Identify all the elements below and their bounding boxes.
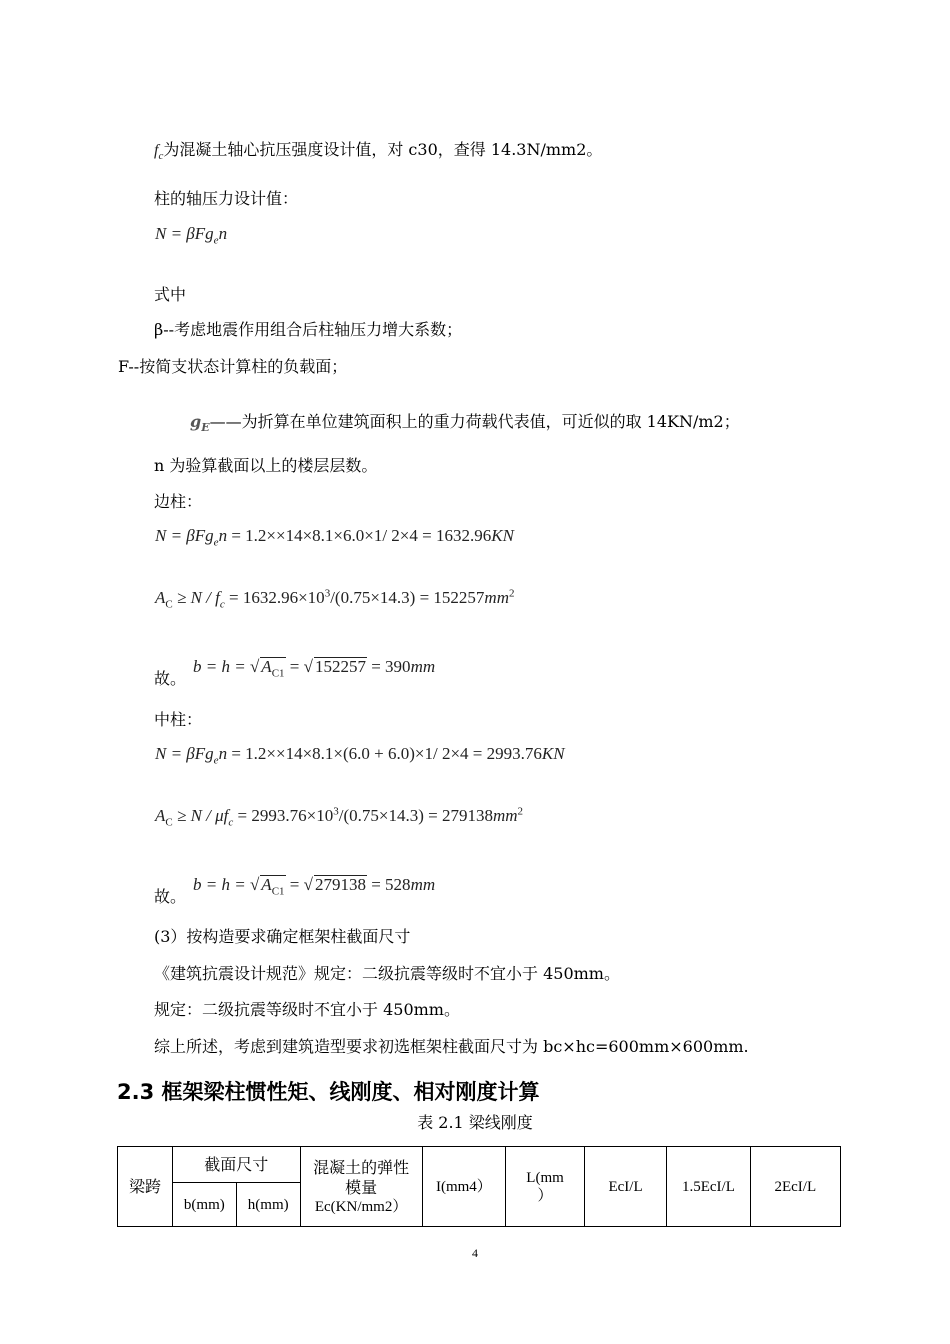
edge-column-label: 边柱：	[154, 492, 203, 511]
header-eci-2: 2EcI/L	[750, 1147, 840, 1227]
therefore-middle: 故。	[154, 887, 187, 906]
beam-stiffness-table	[117, 1146, 841, 1227]
n-description: n 为验算截面以上的楼层层数。	[154, 456, 378, 475]
header-length	[506, 1147, 585, 1227]
header-b: b(mm)	[172, 1183, 236, 1227]
formula-n-general: N = βFg$_e$n	[155, 224, 228, 247]
summary: 综上所述，考虑到建筑造型要求初选框架柱截面尺寸为 bc×hc=600mm×600mm.	[154, 1037, 749, 1056]
page-number: 4	[472, 1246, 478, 1260]
therefore-edge: 故。	[154, 669, 187, 688]
header-length-close: ）	[537, 1187, 553, 1204]
header-modulus-text: 混凝土的弹性模量	[313, 1157, 410, 1197]
header-eci: EcI/L	[584, 1147, 666, 1227]
formula-edge-b: b = h = √ $A_{C1}$ = √ 152257 = 390mm	[193, 657, 436, 680]
code-rule: 《建筑抗震设计规范》规定：二级抗震等级时不宜小于 450mm。	[154, 964, 620, 983]
fc-definition	[154, 139, 602, 162]
ge-definition	[190, 411, 740, 433]
ge-text: ——为折算在单位建筑面积上的重力荷载代表值，可近似的取 14KN/m2；	[209, 412, 740, 431]
header-modulus	[300, 1147, 422, 1227]
header-eci-15: 1.5EcI/L	[667, 1147, 750, 1227]
header-span: 梁跨	[118, 1147, 173, 1227]
header-section-size: 截面尺寸	[172, 1147, 300, 1183]
axial-title: 柱的轴压力设计值：	[154, 189, 299, 208]
formula-mid-n: N = βFg$_e$n = 1.2××14×8.1×(6.0 + 6.0)×1/ 2×4 = 2993.76KN	[155, 744, 565, 767]
f-description: F--按简支状态计算柱的负载面；	[118, 357, 348, 376]
formula-mid-ac: $A_C \ge N / \mu f_c = 2993.76\times 10^3/(0.75\times 14.3) = 279138mm^2$	[155, 805, 524, 829]
header-inertia: I(mm4）	[422, 1147, 506, 1227]
middle-column-label: 中柱：	[154, 710, 203, 729]
formula-edge-n: N = βFg$_e$n = 1.2××14×8.1×6.0×1/ 2×4 = 1632.96KN	[155, 526, 514, 549]
formula-mid-b: b = h = √ $A_{C1}$ = √ 279138 = 528mm	[193, 875, 436, 898]
ge-symbol: $g_E$	[190, 412, 210, 435]
fc-symbol: $f_c$	[154, 142, 164, 163]
where-label: 式中	[154, 285, 187, 304]
header-h: h(mm)	[236, 1183, 300, 1227]
header-modulus-unit: Ec(KN/mm2）	[314, 1198, 408, 1215]
header-length-text: L(mm	[526, 1169, 564, 1186]
beta-description: β--考虑地震作用组合后柱轴压力增大系数；	[154, 320, 463, 339]
item-3: (3）按构造要求确定框架柱截面尺寸	[154, 927, 411, 946]
formula-edge-ac: $A_C \ge N / f_c = 1632.96\times 10^3/(0.75\times 14.3) = 152257mm^2$	[155, 587, 515, 611]
section-heading: 2.3 框架梁柱惯性矩、线刚度、相对刚度计算	[117, 1080, 540, 1104]
fc-text: 为混凝土轴心抗压强度设计值，对 c30，查得 14.3N/mm2。	[163, 140, 603, 159]
rule-2: 规定：二级抗震等级时不宜小于 450mm。	[154, 1000, 460, 1019]
table-caption: 表 2.1 梁线刚度	[417, 1113, 533, 1132]
